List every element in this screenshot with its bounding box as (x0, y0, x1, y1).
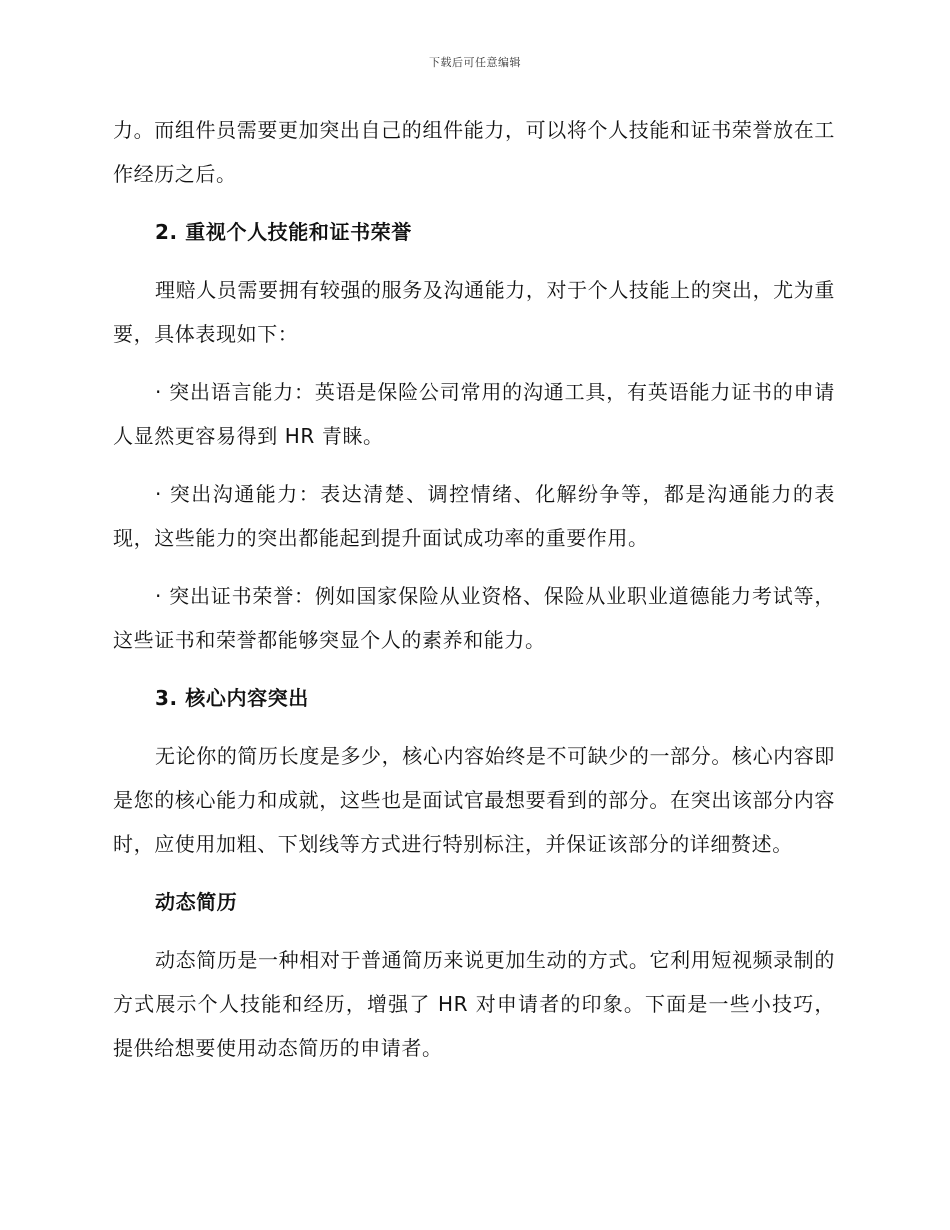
bullet-certificates-honors: · 突出证书荣誉：例如国家保险从业资格、保险从业职业道德能力考试等，这些证书和荣誉都能够突显个人的素养和能力。 (113, 584, 835, 652)
paragraph-core-content: 无论你的简历长度是多少，核心内容始终是不可缺少的一部分。核心内容即是您的核心能力和成就，这些也是面试官最想要看到的部分。在突出该部分内容时，应使用加粗、下划线等方式进行特别标注，并保证该部分的详细赘述。 (113, 744, 835, 856)
section-heading-dynamic-resume: 动态简历 (155, 890, 238, 914)
page-header: 下载后可任意编辑 (429, 56, 521, 69)
bullet-communication-ability: · 突出沟通能力：表达清楚、调控情绪、化解纷争等，都是沟通能力的表现，这些能力的突出都能起到提升面试成功率的重要作用。 (113, 482, 835, 550)
paragraph-continuation: 力。而组件员需要更加突出自己的组件能力，可以将个人技能和证书荣誉放在工作经历之后。 (113, 118, 835, 186)
section-heading-core-content: 3. 核心内容突出 (155, 686, 309, 710)
paragraph-skills-intro: 理赔人员需要拥有较强的服务及沟通能力，对于个人技能上的突出，尤为重要，具体表现如下： (113, 278, 835, 346)
document-body (113, 108, 835, 1070)
bullet-language-ability: · 突出语言能力：英语是保险公司常用的沟通工具，有英语能力证书的申请人显然更容易得到 HR 青睐。 (113, 380, 835, 448)
section-heading-skills-certificates: 2. 重视个人技能和证书荣誉 (155, 220, 412, 244)
paragraph-dynamic-resume: 动态简历是一种相对于普通简历来说更加生动的方式。它利用短视频录制的方式展示个人技能和经历，增强了 HR 对申请者的印象。下面是一些小技巧，提供给想要使用动态简历的申请者。 (113, 948, 835, 1060)
